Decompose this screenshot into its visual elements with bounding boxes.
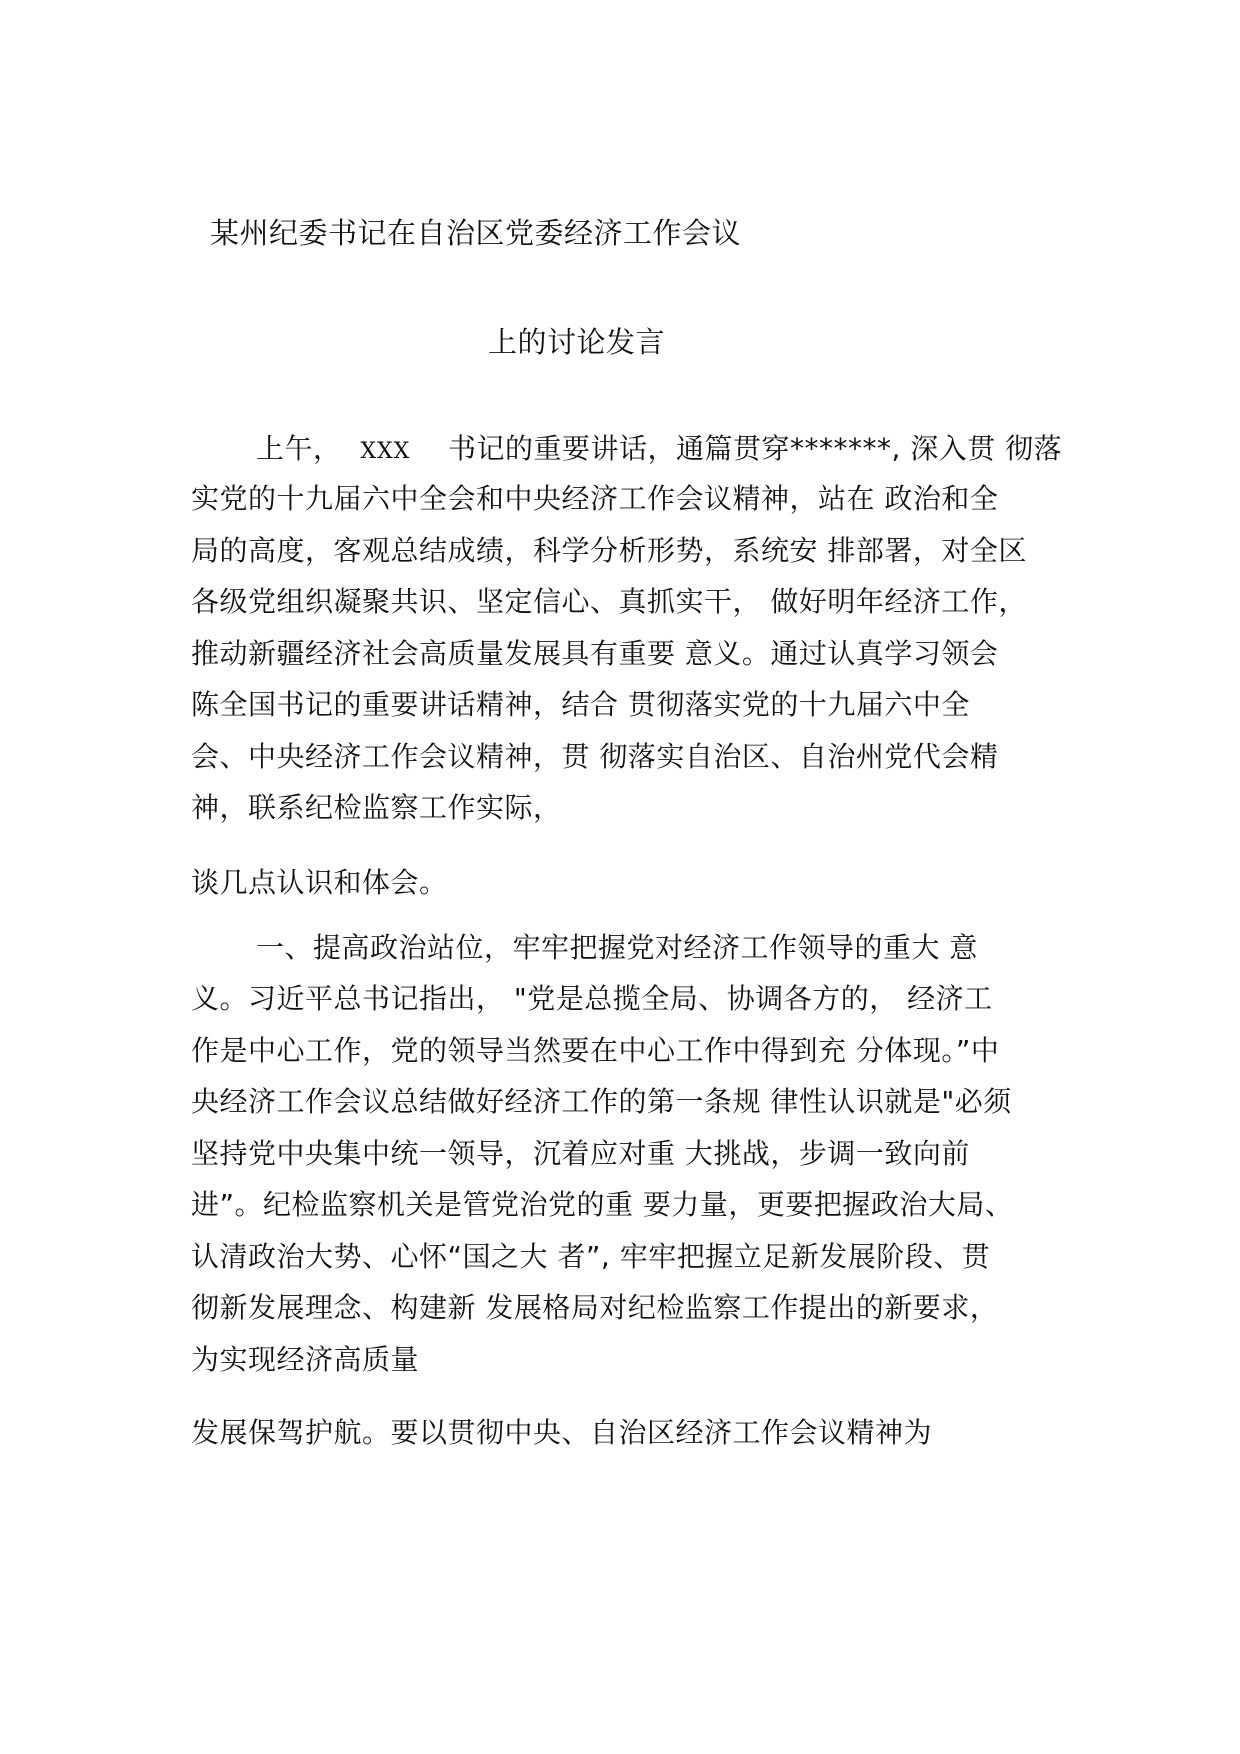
paragraph-1-line: 实党的十九届六中全会和中央经济工作会议精神，站在 政治和全 (191, 482, 999, 515)
paragraph-1-lead-text: 上午， (256, 432, 342, 465)
paragraph-2-line: 央经济工作会议总结做好经济工作的第一条规 律性认识就是"必须 (191, 1085, 1012, 1118)
paragraph-1-tail: 谈几点认识和体会。 (191, 866, 448, 899)
paragraph-1-line: 局的高度，客观总结成绩，科学分析形势，系统安 排部署，对全区 (191, 534, 1027, 567)
paragraph-1-lead-rest: 书记的重要讲话，通篇贯穿*******, 深入贯 彻落 (447, 432, 1063, 465)
paragraph-2-line: 作是中心工作，党的领导当然要在中心工作中得到充 分体现。”中 (191, 1034, 1000, 1067)
paragraph-2-line: 进”。纪检监察机关是管党治党的重 要力量，更要把握政治大局、 (191, 1188, 1014, 1221)
section-1-heading-line: 一、提高政治站位，牢牢把握党对经济工作领导的重大 意 (256, 931, 978, 964)
paragraph-1-line: 推动新疆经济社会高质量发展具有重要 意义。通过认真学习领会 (191, 637, 999, 670)
paragraph-1-line: 陈全国书记的重要讲话精神，结合 贯彻落实党的十九届六中全 (191, 688, 970, 721)
paragraph-2-line: 彻新发展理念、构建新 发展格局对纪检监察工作提出的新要求， (191, 1291, 999, 1324)
title-line-1: 某州纪委书记在自治区党委经济工作会议 (210, 216, 742, 250)
paragraph-1-line: 各级党组织凝聚共识、坚定信心、真抓实干， 做好明年经济工作， (191, 585, 1027, 618)
title-line-2: 上的讨论发言 (488, 325, 666, 359)
paragraph-1-first-line (256, 429, 1062, 472)
paragraph-3-line: 发展保驾护航。要以贯彻中央、自治区经济工作会议精神为 (191, 1416, 933, 1449)
speaker-name: XXX (360, 439, 411, 464)
paragraph-2-line: 认清政治大势、心怀“国之大 者”, 牢牢把握立足新发展阶段、贯 (191, 1240, 991, 1273)
paragraph-1-line: 会、中央经济工作会议精神，贯 彻落实自治区、自治州党代会精 (191, 740, 999, 773)
paragraph-2-line: 坚持党中央集中统一领导，沉着应对重 大挑战，步调一致向前 (191, 1137, 970, 1170)
paragraph-2-line: 为实现经济高质量 (191, 1343, 420, 1376)
paragraph-1-line: 神，联系纪检监察工作实际， (191, 791, 562, 824)
paragraph-2-line: 义。习近平总书记指出， "党是总揽全局、协调各方的， 经济工 (191, 982, 993, 1015)
